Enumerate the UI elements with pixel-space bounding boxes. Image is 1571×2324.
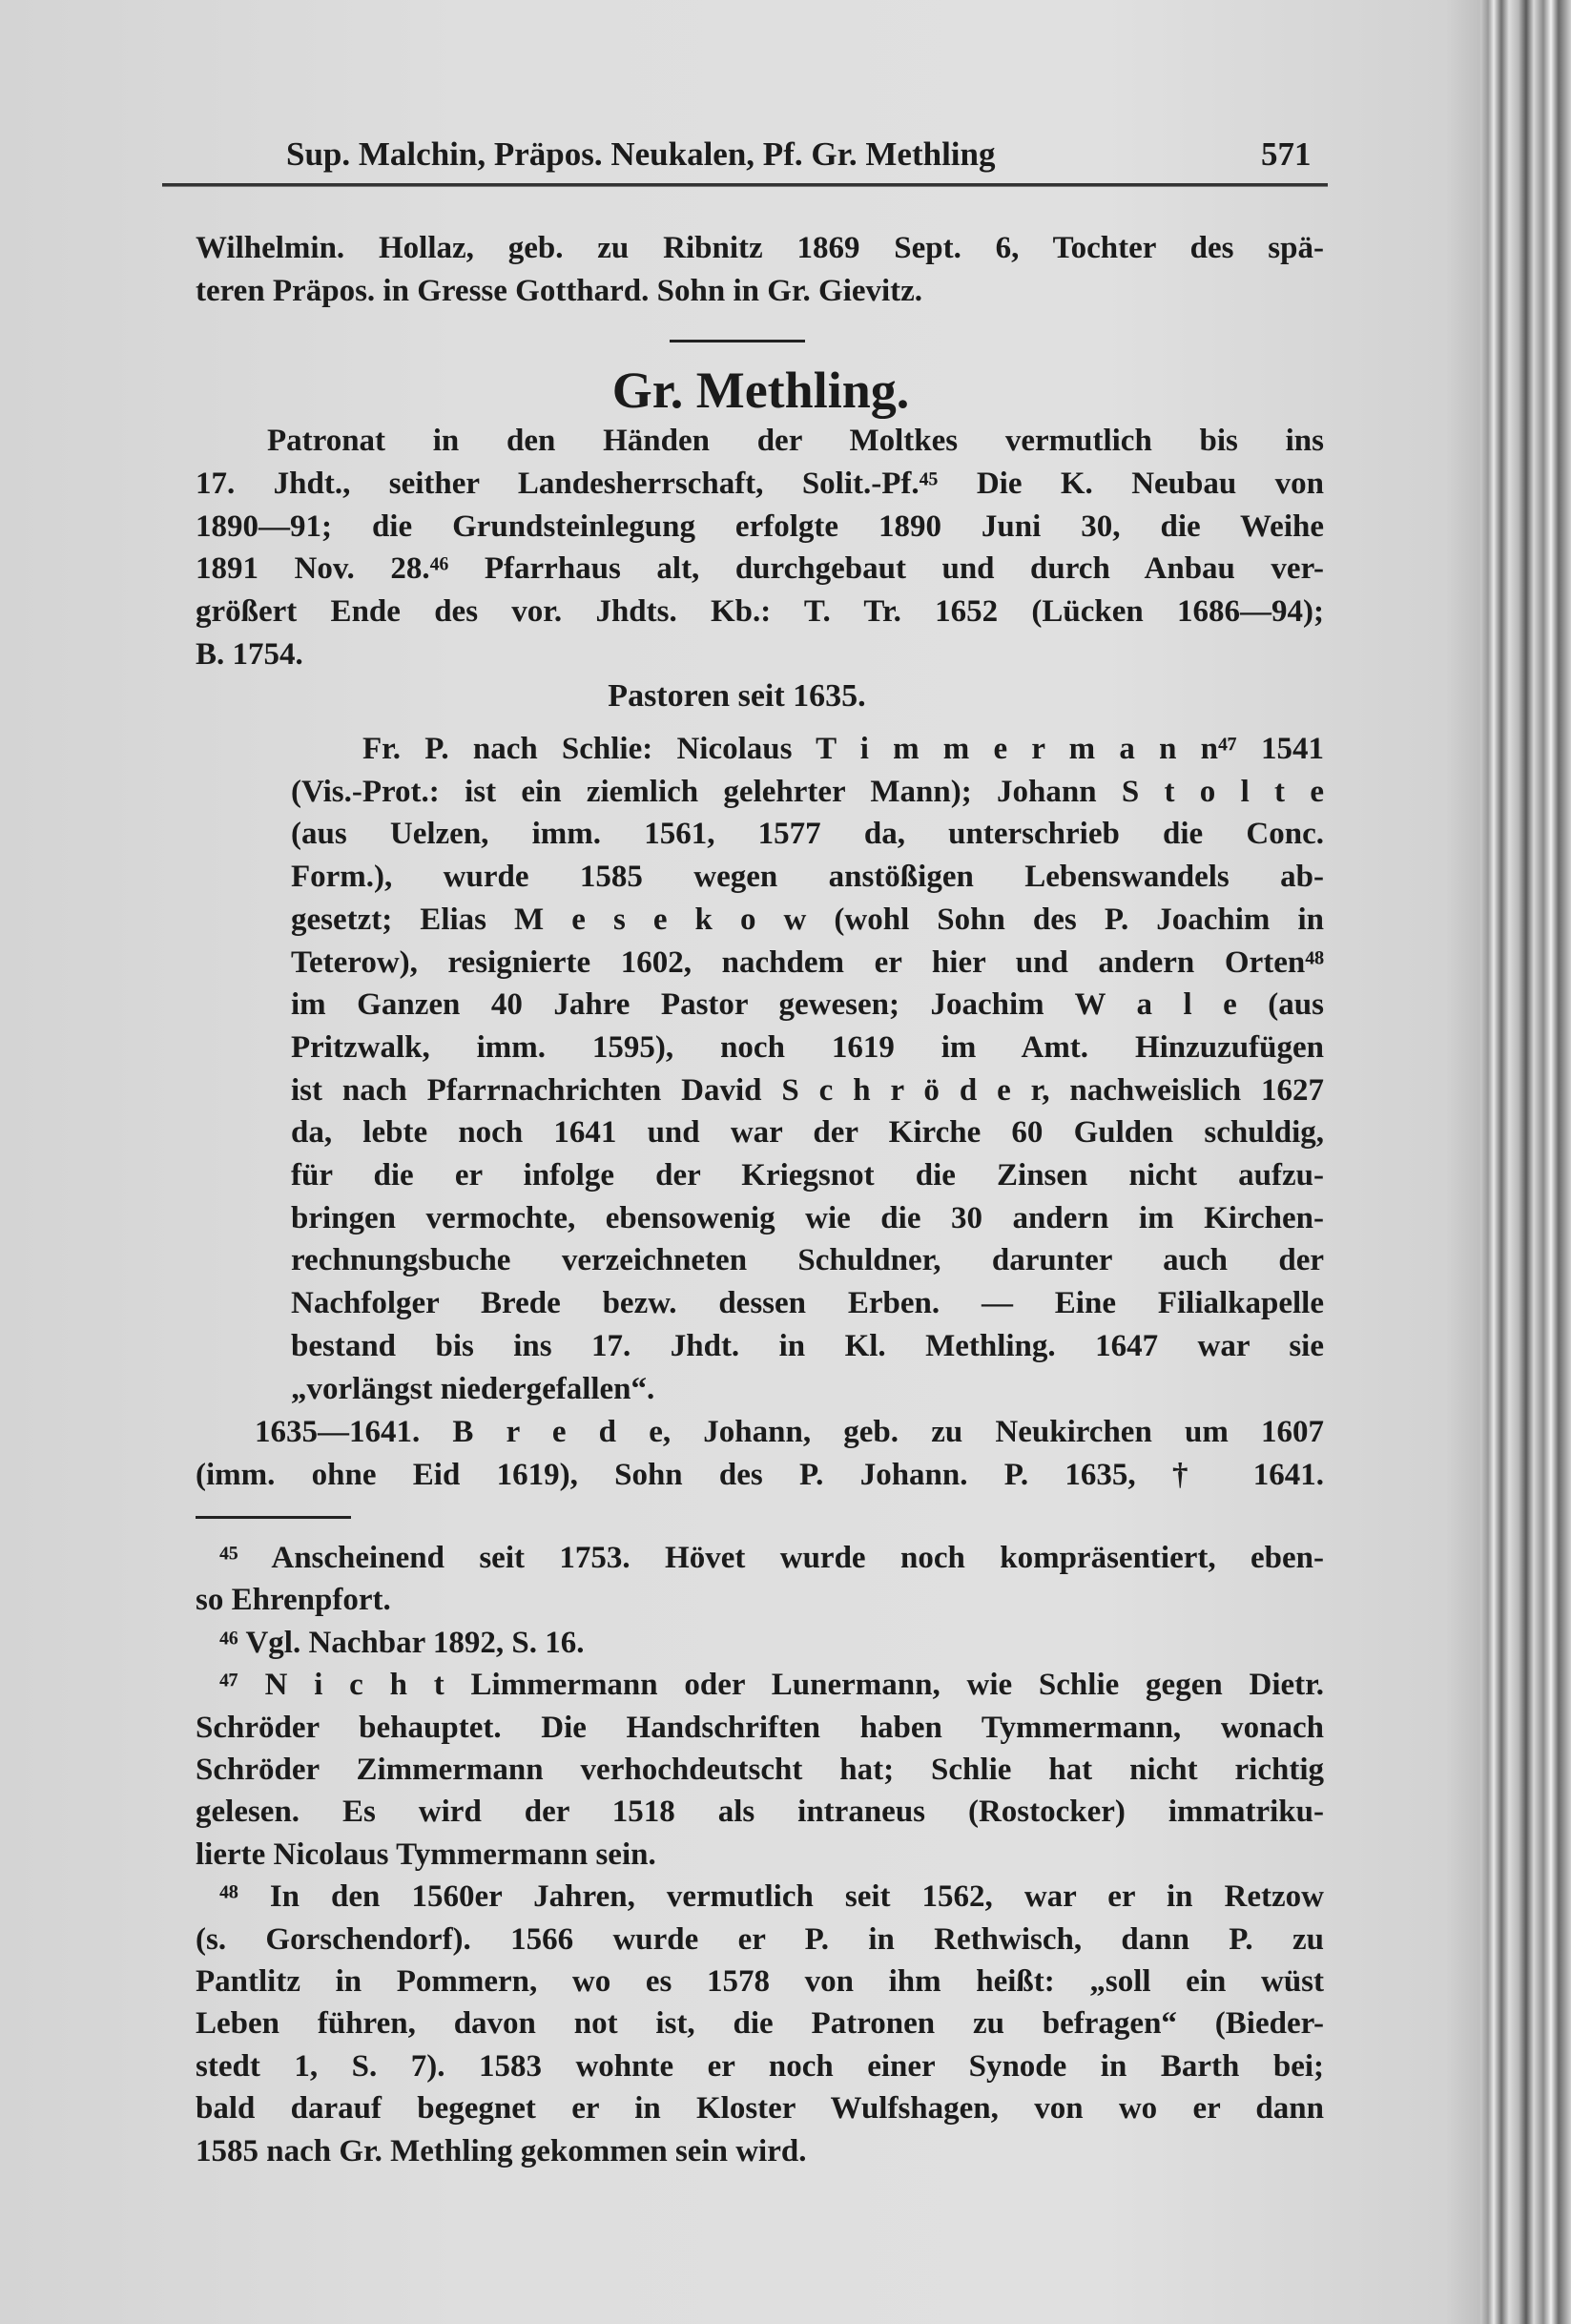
carryover-line: Wilhelmin. Hollaz, geb. zu Ribnitz 1869 Sept. 6, Tochter des spä- xyxy=(196,231,1324,265)
footnotes-line: (s. Gorschendorf). 1566 wurde er P. in Rethwisch, dann P. zu xyxy=(196,1921,1324,1957)
patronat-line: 17. Jhdt., seither Landesherrschaft, Solit.-Pf.⁴⁵ Die K. Neubau von xyxy=(196,466,1324,501)
early-pastors-line: rechnungsbuche verzeichneten Schuldner, darunter auch der xyxy=(291,1243,1324,1278)
early-pastors-line: bringen vermochte, ebensowenig wie die 30 andern im Kirchen- xyxy=(291,1200,1324,1235)
page-number: 571 xyxy=(1261,135,1312,173)
early-pastors-line: (Vis.-Prot.: ist ein ziemlich gelehrter Mann); Johann S t o l t e xyxy=(291,774,1324,809)
footnotes-line: ⁴⁷ N i c h t Limmermann oder Lunermann, wie Schlie gegen Dietr. xyxy=(219,1668,1324,1703)
early-pastors-line: bestand bis ins 17. Jhdt. in Kl. Methling. 1647 war sie xyxy=(291,1328,1324,1363)
footnotes-line: Leben führen, davon not ist, die Patronen zu befragen“ (Bieder- xyxy=(196,2006,1324,2042)
footnotes-line: gelesen. Es wird der 1518 als intraneus (Rostocker) immatriku- xyxy=(196,1795,1324,1830)
pastor-entry-line: (imm. ohne Eid 1619), Sohn des P. Johann. P. 1635, † 1641. xyxy=(196,1458,1324,1492)
early-pastors-line: im Ganzen 40 Jahre Pastor gewesen; Joachim W a l e (aus xyxy=(291,987,1324,1023)
early-pastors-line: für die er infolge der Kriegsnot die Zinsen nicht aufzu- xyxy=(291,1158,1324,1193)
patronat-line: B. 1754. xyxy=(196,637,303,672)
header-rule xyxy=(162,183,1328,187)
early-pastors-line: da, lebte noch 1641 und war der Kirche 60 Gulden schuldig, xyxy=(291,1115,1324,1151)
footnotes-line: so Ehrenpfort. xyxy=(196,1583,391,1618)
early-pastors-line: ist nach Pfarrnachrichten David S c h r ö d e r, nachweislich 1627 xyxy=(291,1072,1324,1108)
footnotes-line: stedt 1, S. 7). 1583 wohnte er noch einer Synode in Barth bei; xyxy=(196,2048,1324,2084)
footnote-rule xyxy=(196,1516,351,1519)
early-pastors-line: Form.), wurde 1585 wegen anstößigen Lebenswandels ab- xyxy=(291,860,1324,895)
patronat-line: 1891 Nov. 28.⁴⁶ Pfarrhaus alt, durchgebaut und durch Anbau ver- xyxy=(196,551,1324,587)
book-binding-edge xyxy=(1480,0,1571,2324)
footnotes-line: Schröder Zimmermann verhochdeutscht hat; Schlie hat nicht richtig xyxy=(196,1753,1324,1787)
early-pastors-line: Fr. P. nach Schlie: Nicolaus T i m m e r m a n n⁴⁷ 1541 xyxy=(362,732,1324,766)
footnotes-line: Schröder behauptet. Die Handschriften haben Tymmermann, wonach xyxy=(196,1710,1324,1745)
section-heading: Pastoren seit 1635. xyxy=(608,678,866,714)
carryover-line: teren Präpos. in Gresse Gotthard. Sohn in Gr. Gievitz. xyxy=(196,274,923,308)
pastor-entry-line: 1635—1641. B r e d e, Johann, geb. zu Neukirchen um 1607 xyxy=(255,1415,1324,1449)
early-pastors-line: Nachfolger Brede bezw. dessen Erben. — Eine Filialkapelle xyxy=(291,1286,1324,1321)
patronat-line: größert Ende des vor. Jhdts. Kb.: T. Tr. 1652 (Lücken 1686—94); xyxy=(196,594,1324,630)
footnotes-line: ⁴⁸ In den 1560er Jahren, vermutlich seit 1562, war er in Retzow xyxy=(219,1879,1324,1915)
early-pastors-line: gesetzt; Elias M e s e k o w (wohl Sohn des P. Joachim in xyxy=(291,902,1324,937)
section-divider xyxy=(670,340,805,342)
parish-title: Gr. Methling. xyxy=(611,362,910,419)
patronat-line: 1890—91; die Grundsteinlegung erfolgte 1890 Juni 30, die Weihe xyxy=(196,508,1324,544)
footnotes-line: Pantlitz in Pommern, wo es 1578 von ihm heißt: „soll ein wüst xyxy=(196,1964,1324,1999)
footnotes-line: lierte Nicolaus Tymmermann sein. xyxy=(196,1836,656,1872)
early-pastors-line: Pritzwalk, imm. 1595), noch 1619 im Amt. Hinzuzufügen xyxy=(291,1029,1324,1065)
footnotes-line: 1585 nach Gr. Methling gekommen sein wird. xyxy=(196,2133,807,2168)
footnotes-line: ⁴⁶ Vgl. Nachbar 1892, S. 16. xyxy=(219,1625,585,1660)
early-pastors-line: Teterow), resignierte 1602, nachdem er hier und andern Orten⁴⁸ xyxy=(291,944,1324,980)
early-pastors-line: (aus Uelzen, imm. 1561, 1577 da, unterschrieb die Conc. xyxy=(291,817,1324,852)
footnotes-line: bald darauf begegnet er in Kloster Wulfshagen, von wo er dann xyxy=(196,2091,1324,2127)
patronat-line: Patronat in den Händen der Moltkes vermutlich bis ins xyxy=(267,424,1324,458)
early-pastors-line: „vorlängst niedergefallen“. xyxy=(291,1371,655,1406)
running-header: Sup. Malchin, Präpos. Neukalen, Pf. Gr. Methling xyxy=(286,135,996,173)
footnotes-line: ⁴⁵ Anscheinend seit 1753. Hövet wurde noch kompräsentiert, eben- xyxy=(219,1541,1324,1575)
